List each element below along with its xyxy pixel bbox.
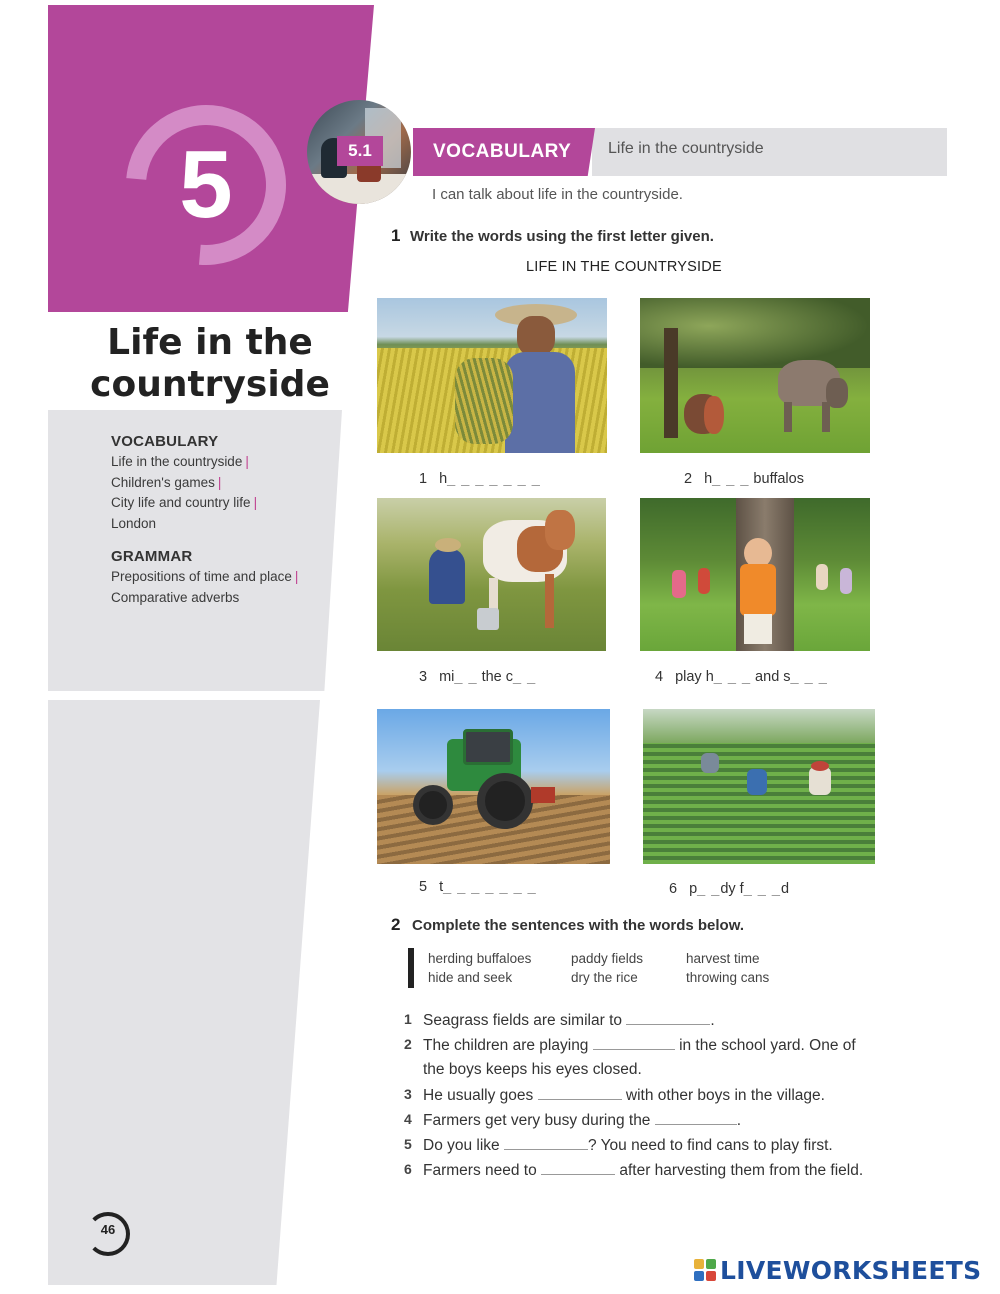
topic-label: Life in the countryside <box>608 140 764 157</box>
photo-harvesting <box>377 298 607 453</box>
grammar-heading: GRAMMAR <box>111 548 193 565</box>
unit-title <box>60 322 360 406</box>
item-4-caption: 4 play h_ _ _ and s_ _ _ <box>655 669 828 685</box>
answer-blank[interactable]: _ _ <box>697 881 721 897</box>
vocab-item: Children's games | <box>111 474 222 490</box>
unit-title-line2: countryside <box>90 364 330 405</box>
separator: | <box>245 454 249 469</box>
brand-name: LIVEWORKSHEETS <box>720 1255 982 1285</box>
vocab-heading: VOCABULARY <box>111 433 219 450</box>
word-option: hide and seek <box>428 970 513 985</box>
separator: | <box>253 495 258 510</box>
answer-blank[interactable] <box>504 1136 588 1150</box>
answer-blank[interactable]: _ _ _ _ _ _ _ <box>443 879 537 895</box>
unit-contents <box>111 433 331 608</box>
answer-blank[interactable] <box>541 1161 615 1175</box>
photo-paddy-field <box>643 709 875 864</box>
vocab-box-title: LIFE IN THE COUNTRYSIDE <box>526 259 722 275</box>
liveworksheets-logo <box>694 1255 981 1285</box>
photo-tractor <box>377 709 610 864</box>
exercise-2-number: 2 <box>391 915 401 934</box>
answer-blank[interactable]: _ _ _ _ _ _ _ <box>447 471 541 487</box>
vocab-item: London <box>111 515 157 531</box>
word-option: harvest time <box>686 951 760 966</box>
grammar-item: Prepositions of time and place | <box>111 569 299 584</box>
page-number: 46 <box>100 1222 116 1237</box>
item-6-caption: 6 p_ _dy f_ _ _d <box>669 881 790 897</box>
word-option: dry the rice <box>571 970 638 985</box>
word-option: throwing cans <box>686 970 770 985</box>
exercise-2-instruction: Complete the sentences with the words below. <box>412 917 744 934</box>
answer-blank[interactable]: _ _ _ <box>713 669 752 685</box>
answer-blank[interactable]: _ _ _ <box>790 669 828 685</box>
logo-grid-icon <box>694 1259 716 1281</box>
section-label: VOCABULARY <box>433 141 572 162</box>
photo-buffalo <box>640 298 870 453</box>
answer-blank[interactable]: _ _ _ <box>743 881 781 897</box>
grammar-item: Comparative adverbs <box>111 589 240 605</box>
side-panel <box>48 700 320 1285</box>
item-5-caption: 5 t_ _ _ _ _ _ _ <box>419 879 537 895</box>
unit-title-line1: Life in the <box>107 322 313 363</box>
separator: | <box>294 569 299 584</box>
exercise-1-instruction: Write the words using the first letter given. <box>410 228 714 245</box>
photo-milking-cow <box>377 498 606 651</box>
answer-blank[interactable]: _ _ <box>454 669 478 685</box>
separator: | <box>217 474 222 490</box>
lesson-code: 5.1 <box>337 136 383 166</box>
item-2-caption: 2 h_ _ _ buffalos <box>684 471 804 487</box>
vocab-item: City life and country life | <box>111 495 258 510</box>
answer-blank[interactable] <box>655 1111 737 1125</box>
answer-blank[interactable] <box>538 1086 622 1100</box>
word-option: herding buffaloes <box>428 951 532 966</box>
answer-blank[interactable] <box>593 1036 675 1050</box>
answer-blank[interactable]: _ _ <box>513 669 537 685</box>
answer-blank[interactable] <box>626 1011 710 1025</box>
item-3-caption: 3 mi_ _ the c_ _ <box>419 669 537 685</box>
unit-number: 5 <box>179 131 233 238</box>
word-option: paddy fields <box>571 951 644 966</box>
can-do-statement: I can talk about life in the countryside. <box>432 186 683 203</box>
vocab-item: Life in the countryside | <box>111 454 249 469</box>
word-box-bar <box>408 948 414 988</box>
answer-blank[interactable]: _ _ _ <box>712 471 750 487</box>
photo-hide-and-seek <box>640 498 870 651</box>
item-1-caption: 1 h_ _ _ _ _ _ _ <box>419 471 541 487</box>
exercise-1-number: 1 <box>391 226 401 245</box>
